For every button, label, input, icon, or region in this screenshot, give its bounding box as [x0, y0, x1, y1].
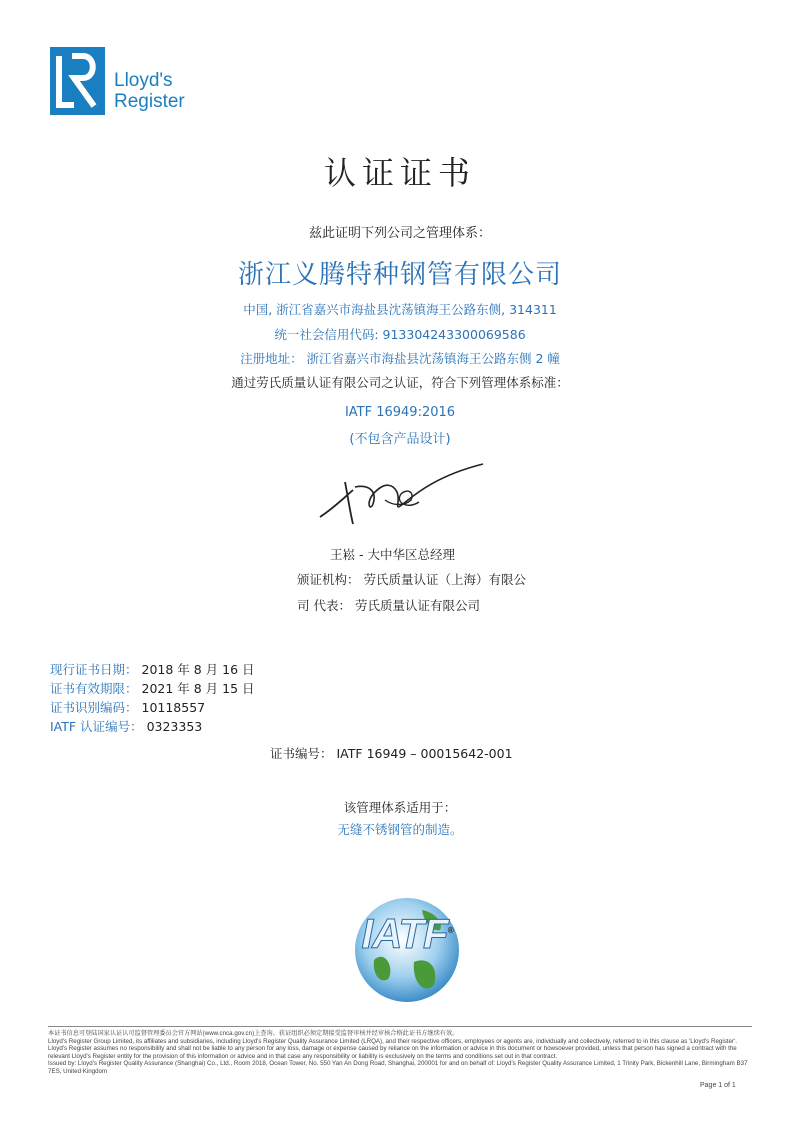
logo-line1: Lloyd's	[114, 70, 173, 91]
standard-name: IATF 16949:2016	[344, 405, 456, 420]
intro-text: 兹此证明下列公司之管理体系：	[308, 226, 491, 241]
iatf-logo	[344, 890, 470, 1006]
cert-number-value: IATF 16949 – 00015642-001	[336, 746, 513, 761]
footer-line-cn: 本证书信息可登陆国家认证认可监督管理委员会官方网站(www.cnca.gov.cn)上查询。获证组织必须定期接受监督审核并经审核合格此证书方继续有效。	[48, 1030, 459, 1037]
representative-row	[297, 596, 480, 614]
date-label: 现行证书日期：	[50, 662, 138, 677]
page-number: Page 1 of 1	[700, 1082, 736, 1089]
logo-wordmark	[114, 70, 185, 112]
credit-code: 统一社会信用代码: 913304243300069586	[274, 327, 526, 342]
representative-value: 劳氏质量认证有限公司	[354, 598, 480, 613]
date-value: 2018 年 8 月 16 日	[141, 662, 255, 677]
cert-id-row	[50, 698, 255, 717]
date-value: 10118557	[141, 700, 206, 715]
footer-block	[48, 1030, 748, 1076]
scope-heading: 该管理体系适用于：	[343, 800, 457, 815]
footer-line-issued: Issued by: Lloyd's Register Quality Assurance (Shanghai) Co., Ltd., Room 2018, Ocean Tower, No. 550 Yan An Dong Road, Shanghai, 200001 for and on behalf of: Lloyd's Register Quality Assurance Limited, 1 Trinity Park, Bickenhill Lane, Birmingham B37 7ES, United Kingdom	[48, 1060, 748, 1075]
signature-icon	[315, 462, 490, 532]
issuer-label: 颁证机构：	[297, 572, 360, 587]
representative-label: 司 代表：	[297, 598, 351, 613]
cert-number-label: 证书编号：	[270, 746, 333, 761]
iatf-logo-text	[344, 910, 470, 958]
footer-line-disclaimer: Lloyd's Register Group Limited, its affiliates and subsidiaries, including Lloyd's Register Quality Assurance Limited (LRQA), and their respective officers, employees or agents are, individually and collectively, referred to in this clause as 'Lloyd's Register'. Lloyd's Register assumes no responsibility and shall not be liable to any person for any loss, damage or expense caused by reliance on the information or advice in this document or howsoever provided, unless that person has signed a contract with the relevant Lloyd's Register entity for the provision of this information or advice and in that case any responsibility or liability is exclusively on the terms and conditions set out in that contract.	[48, 1037, 737, 1060]
logo-line2: Register	[114, 91, 185, 112]
lloyds-register-logo-mark	[50, 47, 105, 115]
iatf-number-row	[50, 717, 255, 736]
date-label: IATF 认证编号：	[50, 719, 143, 734]
footer-divider	[48, 1026, 752, 1027]
company-name: 浙江义腾特种钢管有限公司	[237, 260, 562, 290]
registered-address: 注册地址： 浙江省嘉兴市海盐县沈荡镇海王公路东侧 2 幢	[240, 351, 560, 366]
scope-text: 无缝不锈钢管的制造。	[337, 822, 463, 837]
approval-text: 通过劳氏质量认证有限公司之认证，符合下列管理体系标准：	[231, 375, 569, 390]
registered-mark: ®	[447, 926, 453, 935]
issuer-value: 劳氏质量认证（上海）有限公	[363, 572, 527, 587]
certificate-title: 认证证书	[323, 154, 476, 192]
certificate-number-row	[270, 744, 513, 762]
signatory-name-title: 王崧 - 大中华区总经理	[330, 547, 455, 562]
date-value: 2021 年 8 月 15 日	[141, 681, 255, 696]
iatf-text: IATF	[361, 910, 448, 957]
issuer-row	[297, 570, 526, 588]
expiry-date-row	[50, 679, 255, 698]
dates-block	[50, 660, 255, 736]
date-label: 证书识别编码：	[50, 700, 138, 715]
current-date-row	[50, 660, 255, 679]
date-value: 0323353	[146, 719, 203, 734]
standard-exclusion: (不包含产品设计)	[349, 432, 451, 447]
lr-monogram-icon	[50, 47, 105, 115]
company-address: 中国, 浙江省嘉兴市海盐县沈荡镇海王公路东侧, 314311	[243, 302, 557, 317]
date-label: 证书有效期限：	[50, 681, 138, 696]
